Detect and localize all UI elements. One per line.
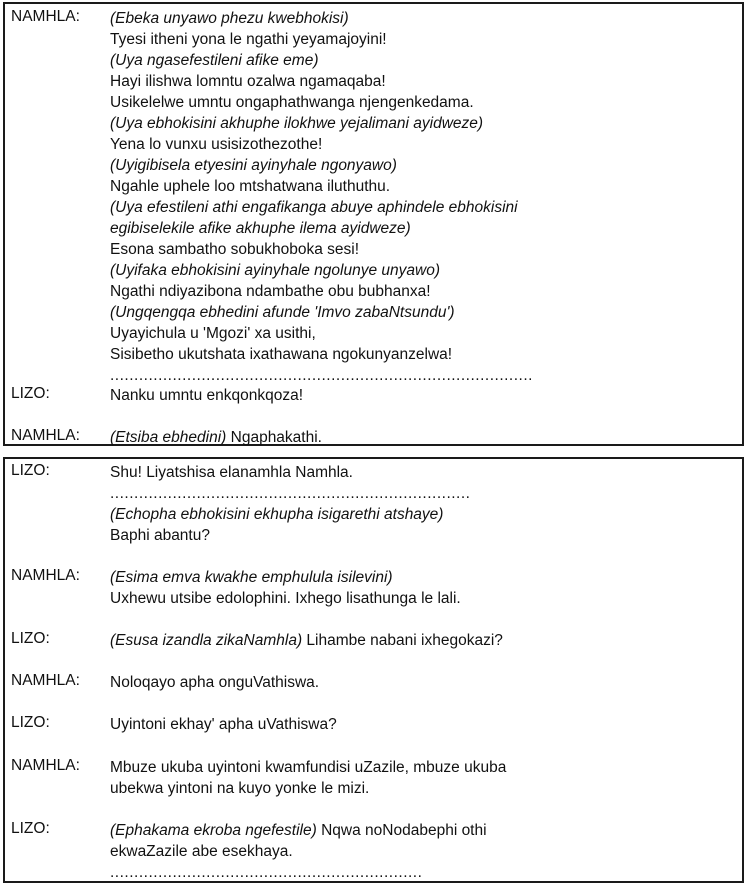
speaker-label: LIZO:: [11, 820, 50, 837]
dialogue-line: Ngahle uphele loo mtshatwana iluthuthu.: [110, 178, 391, 195]
dialogue-line: [110, 427, 736, 448]
dialogue-line: Usikelelwe umntu ongaphathwanga njengenkedama.: [110, 94, 474, 111]
script-box-top: [3, 2, 744, 446]
stage-direction: (Uyifaka ebhokisini ayinyhale ngolunye unyawo): [110, 262, 440, 279]
stage-direction: (Etsiba ebhedini): [110, 429, 227, 446]
dotted-line: .................................................................: [110, 864, 423, 881]
dialogue-line: Uxhewu utsibe edolophini. Ixhego lisathunga le lali.: [110, 590, 461, 607]
stage-direction: (Ebeka unyawo phezu kwebhokisi): [110, 10, 349, 27]
stage-direction: (Esusa izandla zikaNamhla): [110, 632, 303, 649]
stage-direction: egibiselekile afike akhuphe ilema ayidweze): [110, 220, 411, 237]
dialogue-text: Nqwa noNodabephi othi: [316, 822, 487, 839]
dialogue-line: Uyintoni ekhay' apha uVathiswa?: [110, 716, 337, 733]
speaker-label: LIZO:: [11, 714, 50, 731]
dialogue-line: Ngathi ndiyazibona ndambathe obu bubhanxa!: [110, 283, 431, 300]
speaker-label: NAMHLA:: [11, 672, 80, 689]
dialogue-line: ubekwa yintoni na kuyo yonke le mizi.: [110, 780, 370, 797]
dialogue-line: Yena lo vunxu usisizothezothe!: [110, 136, 323, 153]
stage-direction: (Uya ngasefestileni afike eme): [110, 52, 319, 69]
dialogue-line: [110, 820, 736, 841]
speaker-label: LIZO:: [11, 462, 50, 479]
speaker-label: NAMHLA:: [11, 8, 80, 25]
dialogue-line: Tyesi itheni yona le ngathi yeyamajoyini!: [110, 31, 387, 48]
dialogue-lines: [110, 8, 736, 386]
stage-direction: (Ungqengqa ebhedini afunde 'Imvo zabaNtsundu'): [110, 304, 455, 321]
dialogue-text: Lihambe nabani ixhegokazi?: [302, 632, 503, 649]
dialogue-line: Sisibetho ukutshata ixathawana ngokunyanzelwa!: [110, 346, 453, 363]
dialogue-line: Baphi abantu?: [110, 527, 210, 544]
speaker-label: NAMHLA:: [11, 567, 80, 584]
speaker-label: LIZO:: [11, 385, 50, 402]
stage-direction: (Uyigibisela etyesini ayinyhale ngonyawo): [110, 157, 397, 174]
dialogue-line: Noloqayo apha onguVathiswa.: [110, 674, 320, 691]
speaker-label: NAMHLA:: [11, 427, 80, 444]
dialogue-text: Ngaphakathi.: [226, 429, 322, 446]
dialogue-line: Mbuze ukuba uyintoni kwamfundisi uZazile, mbuze ukuba: [110, 759, 507, 776]
dotted-line: ........................................................................................: [110, 367, 533, 384]
stage-direction: (Esima emva kwakhe emphulula isilevini): [110, 569, 393, 586]
dialogue-line: Shu! Liyatshisa elanamhla Namhla.: [110, 464, 353, 481]
stage-direction: (Uya ebhokisini akhuphe ilokhwe yejalimani ayidweze): [110, 115, 484, 132]
stage-direction: (Ephakama ekroba ngefestile): [110, 822, 317, 839]
stage-direction: (Echopha ebhokisini ekhupha isigarethi atshaye): [110, 506, 444, 523]
speaker-label: NAMHLA:: [11, 757, 80, 774]
speaker-label: LIZO:: [11, 630, 50, 647]
dotted-line: ...........................................................................: [110, 485, 471, 502]
script-box-bottom: [3, 457, 744, 883]
dialogue-line: [110, 630, 736, 651]
dialogue-line: Hayi ilishwa lomntu ozalwa ngamaqaba!: [110, 73, 386, 90]
stage-direction: (Uya efestileni athi engafikanga abuye aphindele ebhokisini: [110, 199, 518, 216]
dialogue-line: Esona sambatho sobukhoboka sesi!: [110, 241, 360, 258]
dialogue-line: ekwaZazile abe esekhaya.: [110, 843, 293, 860]
dialogue-line: Nanku umntu enkqonkqoza!: [110, 387, 304, 404]
dialogue-line: Uyayichula u 'Mgozi' xa usithi,: [110, 325, 316, 342]
